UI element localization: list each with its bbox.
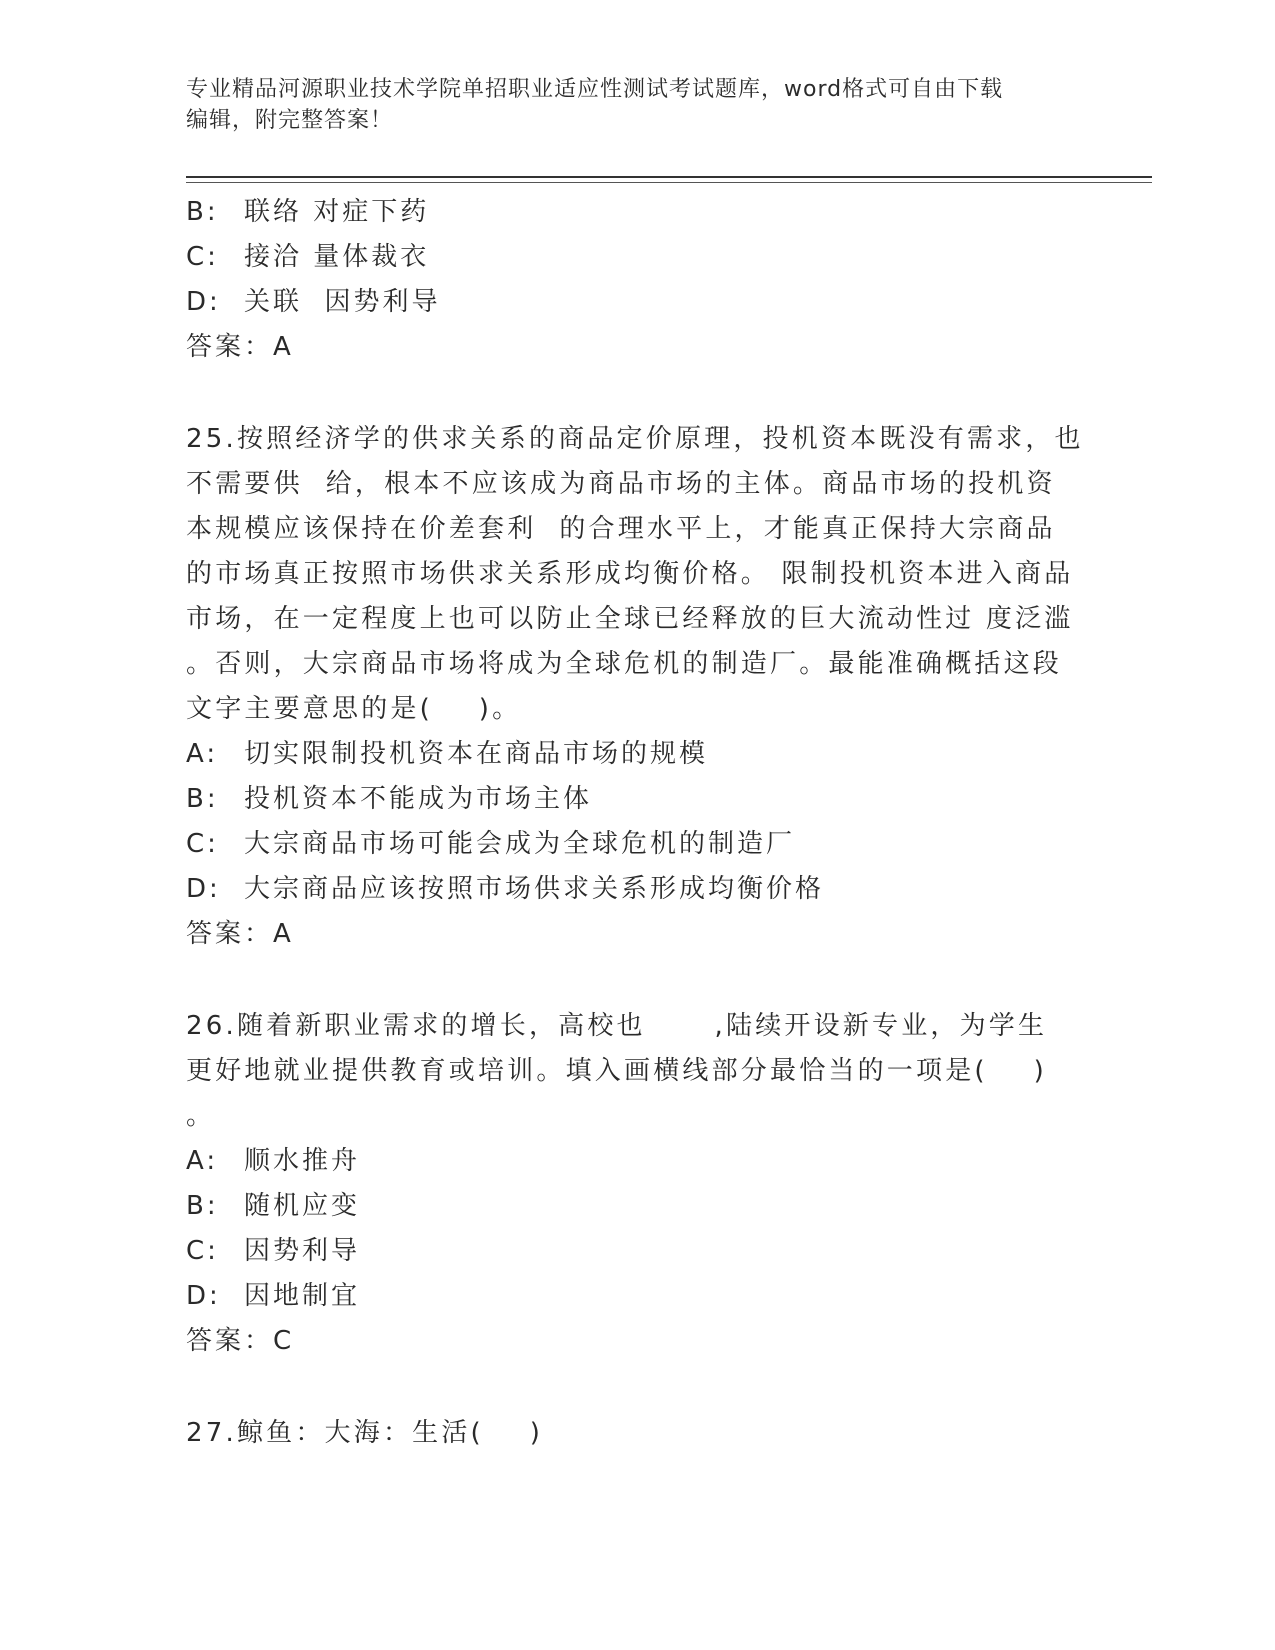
answer: 答案：C bbox=[186, 1326, 295, 1356]
header-line: 专业精品河源职业技术学院单招职业适应性测试考试题库，word格式可自由下载 bbox=[186, 77, 1004, 102]
stem-line: 25.按照经济学的供求关系的商品定价原理，投机资本既没有需求，也 bbox=[186, 424, 1084, 454]
option-text: 因势利导 bbox=[244, 1236, 361, 1266]
option-c bbox=[186, 235, 1086, 280]
option-label: C: bbox=[186, 829, 219, 859]
answer: 答案：A bbox=[186, 332, 294, 362]
stem-line: 的市场真正按照市场供求关系形成均衡价格。 限制投机资本进入商品 bbox=[186, 559, 1074, 589]
option-label: C: bbox=[186, 242, 219, 272]
option-c bbox=[186, 822, 1086, 867]
question-26 bbox=[186, 1004, 1086, 1364]
stem-line: 。 bbox=[186, 1101, 216, 1131]
stem-line: 26.随着新职业需求的增长，高校也 ,陆续开设新专业，为学生 bbox=[186, 1011, 1048, 1041]
option-label: B: bbox=[186, 197, 219, 227]
option-label: C: bbox=[186, 1236, 219, 1266]
option-text: 顺水推舟 bbox=[244, 1146, 361, 1176]
document-header bbox=[186, 74, 1066, 136]
option-label: B: bbox=[186, 784, 219, 814]
option-text: 大宗商品市场可能会成为全球危机的制造厂 bbox=[244, 829, 796, 859]
option-text: 切实限制投机资本在商品市场的规模 bbox=[244, 739, 709, 769]
option-text: 因地制宜 bbox=[244, 1281, 361, 1311]
option-a bbox=[186, 1139, 1086, 1184]
stem-line: 市场，在一定程度上也可以防止全球已经释放的巨大流动性过 度泛滥 bbox=[186, 604, 1074, 634]
option-label: D: bbox=[186, 287, 221, 317]
option-text: 接洽 量体裁衣 bbox=[244, 242, 430, 272]
option-label: D: bbox=[186, 874, 221, 904]
stem-line: 。否则，大宗商品市场将成为全球危机的制造厂。最能准确概括这段 bbox=[186, 649, 1063, 679]
option-label: B: bbox=[186, 1191, 219, 1221]
option-d bbox=[186, 867, 1086, 912]
question-stem bbox=[186, 1411, 1086, 1456]
header-divider bbox=[186, 176, 1152, 178]
question-content bbox=[186, 190, 1086, 1456]
answer: 答案：A bbox=[186, 919, 294, 949]
question-27 bbox=[186, 1411, 1086, 1456]
previous-question-options bbox=[186, 190, 1086, 370]
header-divider-thin bbox=[186, 182, 1152, 183]
option-d bbox=[186, 1274, 1086, 1319]
question-stem bbox=[186, 417, 1086, 732]
header-line: 编辑，附完整答案！ bbox=[186, 108, 394, 133]
option-a bbox=[186, 732, 1086, 777]
stem-line: 更好地就业提供教育或培训。填入画横线部分最恰当的一项是( ) bbox=[186, 1056, 1047, 1086]
stem-line: 不需要供 给，根本不应该成为商品市场的主体。商品市场的投机资 bbox=[186, 469, 1056, 499]
option-b bbox=[186, 1184, 1086, 1229]
option-text: 随机应变 bbox=[244, 1191, 361, 1221]
option-c bbox=[186, 1229, 1086, 1274]
option-label: D: bbox=[186, 1281, 221, 1311]
option-text: 关联 因势利导 bbox=[244, 287, 441, 317]
option-label: A: bbox=[186, 739, 219, 769]
question-25 bbox=[186, 417, 1086, 957]
stem-line: 本规模应该保持在价差套利 的合理水平上，才能真正保持大宗商品 bbox=[186, 514, 1056, 544]
option-b bbox=[186, 777, 1086, 822]
option-text: 大宗商品应该按照市场供求关系形成均衡价格 bbox=[244, 874, 825, 904]
option-text: 投机资本不能成为市场主体 bbox=[244, 784, 593, 814]
stem-line: 文字主要意思的是( )。 bbox=[186, 694, 522, 724]
option-label: A: bbox=[186, 1146, 219, 1176]
option-d bbox=[186, 280, 1086, 325]
question-stem bbox=[186, 1004, 1086, 1139]
option-b bbox=[186, 190, 1086, 235]
stem-line: 27.鲸鱼：大海：生活( ) bbox=[186, 1418, 544, 1448]
option-text: 联络 对症下药 bbox=[244, 197, 430, 227]
